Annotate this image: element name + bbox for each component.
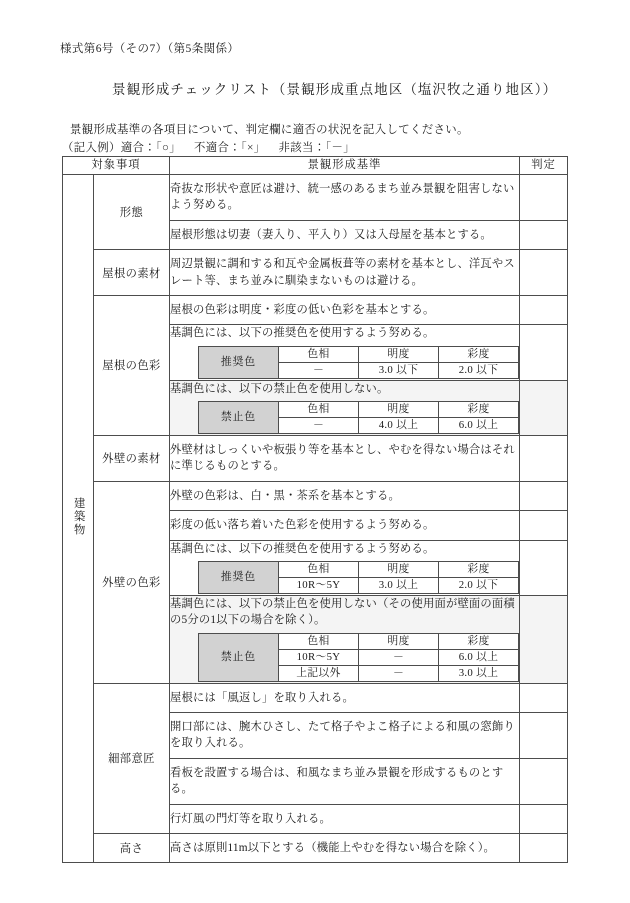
criteria-text: 基調色には、以下の禁止色を使用しない。 — [170, 382, 389, 395]
item-cell-detail-design: 細部意匠 — [94, 683, 170, 833]
roof-recommended-color-table — [198, 346, 519, 379]
color-header-saturation: 彩度 — [439, 561, 519, 577]
color-table-header-row — [199, 346, 519, 362]
criteria-cell: 外壁材はしっくいや板張り等を基本とし、やむを得ない場合はそれに準じるものとする。 — [170, 436, 520, 482]
color-table-header-row — [199, 561, 519, 577]
color-category-recommended: 推奨色 — [199, 346, 279, 378]
color-table-header-row — [199, 402, 519, 418]
color-header-hue: 色相 — [279, 561, 359, 577]
judgement-cell[interactable] — [520, 250, 568, 296]
criteria-cell: 屋根の色彩は明度・彩度の低い色彩を基本とする。 — [170, 295, 520, 324]
criteria-cell-with-color-table — [170, 380, 520, 435]
color-header-brightness: 明度 — [359, 402, 439, 418]
color-value-saturation: 3.0 以上 — [439, 665, 519, 681]
instruction-example-line — [62, 139, 355, 155]
color-header-brightness: 明度 — [359, 561, 439, 577]
color-header-hue: 色相 — [279, 633, 359, 649]
color-value-hue: 10R～5Y — [279, 649, 359, 665]
criteria-text: 基調色には、以下の禁止色を使用しない（その使用面が壁面の面積の5分の1以下の場合を除く）。 — [170, 597, 515, 627]
criteria-text: 基調色には、以下の推奨色を使用するよう努める。 — [170, 542, 435, 555]
judgement-cell[interactable] — [520, 713, 568, 759]
criteria-cell: 行灯風の門灯等を取り入れる。 — [170, 804, 520, 833]
color-value-hue: － — [279, 418, 359, 434]
criteria-cell: 奇抜な形状や意匠は避け、統一感のあるまち並み景観を阻害しないよう努める。 — [170, 175, 520, 221]
table-row — [63, 295, 568, 324]
table-row — [63, 833, 568, 862]
criteria-cell-with-color-table — [170, 540, 520, 595]
judgement-cell[interactable] — [520, 595, 568, 683]
table-row — [63, 481, 568, 510]
color-value-brightness: 3.0 以上 — [359, 577, 439, 593]
color-header-brightness: 明度 — [359, 633, 439, 649]
color-value-hue: － — [279, 362, 359, 378]
color-header-saturation: 彩度 — [439, 402, 519, 418]
group-cell-building — [63, 175, 94, 863]
color-category-forbidden: 禁止色 — [199, 633, 279, 681]
group-label: 建築物 — [72, 497, 85, 538]
criteria-cell: 開口部には、腕木ひさし、たて格子やよこ格子による和風の窓飾りを取り入れる。 — [170, 713, 520, 759]
criteria-cell: 屋根形態は切妻（妻入り、平入り）又は入母屋を基本とする。 — [170, 220, 520, 249]
table-row — [63, 683, 568, 712]
example-conforming: （記入例）適合：「○」 — [62, 142, 181, 154]
judgement-cell[interactable] — [520, 758, 568, 804]
page-title: 景観形成チェックリスト（景観形成重点地区（塩沢牧之通り地区）） — [112, 82, 558, 97]
color-value-hue: 上記以外 — [279, 665, 359, 681]
judgement-cell[interactable] — [520, 804, 568, 833]
item-cell-height: 高さ — [94, 833, 170, 862]
instruction-line: 景観形成基準の各項目について、判定欄に適否の状況を記入してください。 — [70, 124, 469, 136]
criteria-cell: 彩度の低い落ち着いた色彩を使用するよう努める。 — [170, 511, 520, 540]
criteria-text: 基調色には、以下の推奨色を使用するよう努める。 — [170, 327, 435, 340]
color-value-brightness: 3.0 以下 — [359, 362, 439, 378]
wall-recommended-color-table — [198, 561, 519, 594]
criteria-cell: 屋根には「風返し」を取り入れる。 — [170, 683, 520, 712]
judgement-cell[interactable] — [520, 380, 568, 435]
table-row — [63, 175, 568, 221]
criteria-cell: 周辺景観に調和する和瓦や金属板葺等の素材を基本とし、洋瓦やスレート等、まち並みに馴染まないものは避ける。 — [170, 250, 520, 296]
column-header-criteria: 景観形成基準 — [170, 157, 520, 175]
color-value-brightness: － — [359, 665, 439, 681]
judgement-cell[interactable] — [520, 511, 568, 540]
color-category-recommended: 推奨色 — [199, 561, 279, 593]
color-header-saturation: 彩度 — [439, 633, 519, 649]
color-table-header-row — [199, 633, 519, 649]
checklist-table-wrapper — [62, 156, 568, 863]
color-header-hue: 色相 — [279, 402, 359, 418]
judgement-cell[interactable] — [520, 833, 568, 862]
column-header-target: 対象事項 — [63, 157, 170, 175]
color-value-brightness: － — [359, 649, 439, 665]
item-cell-wall-material: 外壁の素材 — [94, 436, 170, 482]
table-header-row — [63, 157, 568, 175]
column-header-judgement: 判定 — [520, 157, 568, 175]
criteria-cell: 高さは原則11m以下とする（機能上やむを得ない場合を除く）。 — [170, 833, 520, 862]
color-value-hue: 10R～5Y — [279, 577, 359, 593]
criteria-cell: 看板を設置する場合は、和風なまち並み景観を形成するものとする。 — [170, 758, 520, 804]
color-value-brightness: 4.0 以上 — [359, 418, 439, 434]
form-number: 様式第6号（その7）（第5条関係） — [60, 43, 240, 55]
criteria-cell-with-color-table — [170, 325, 520, 380]
criteria-cell-with-color-table — [170, 595, 520, 683]
color-value-saturation: 6.0 以上 — [439, 418, 519, 434]
item-cell-roof-color: 屋根の色彩 — [94, 295, 170, 435]
color-header-hue: 色相 — [279, 346, 359, 362]
table-row — [63, 436, 568, 482]
judgement-cell[interactable] — [520, 295, 568, 324]
color-value-saturation: 6.0 以上 — [439, 649, 519, 665]
judgement-cell[interactable] — [520, 220, 568, 249]
judgement-cell[interactable] — [520, 481, 568, 510]
color-header-saturation: 彩度 — [439, 346, 519, 362]
item-cell-form: 形態 — [94, 175, 170, 250]
criteria-cell: 外壁の色彩は、白・黒・茶系を基本とする。 — [170, 481, 520, 510]
checklist-table — [62, 156, 568, 863]
table-row — [63, 250, 568, 296]
color-category-forbidden: 禁止色 — [199, 402, 279, 434]
judgement-cell[interactable] — [520, 540, 568, 595]
judgement-cell[interactable] — [520, 325, 568, 380]
judgement-cell[interactable] — [520, 175, 568, 221]
color-header-brightness: 明度 — [359, 346, 439, 362]
example-nonconforming: 不適合：「×」 — [193, 142, 266, 154]
judgement-cell[interactable] — [520, 683, 568, 712]
roof-forbidden-color-table — [198, 401, 519, 434]
item-cell-roof-material: 屋根の素材 — [94, 250, 170, 296]
wall-forbidden-color-table — [198, 633, 519, 682]
judgement-cell[interactable] — [520, 436, 568, 482]
item-cell-wall-color: 外壁の色彩 — [94, 481, 170, 683]
example-notapplicable: 非該当：「－」 — [278, 142, 355, 154]
color-value-saturation: 2.0 以下 — [439, 577, 519, 593]
color-value-saturation: 2.0 以下 — [439, 362, 519, 378]
